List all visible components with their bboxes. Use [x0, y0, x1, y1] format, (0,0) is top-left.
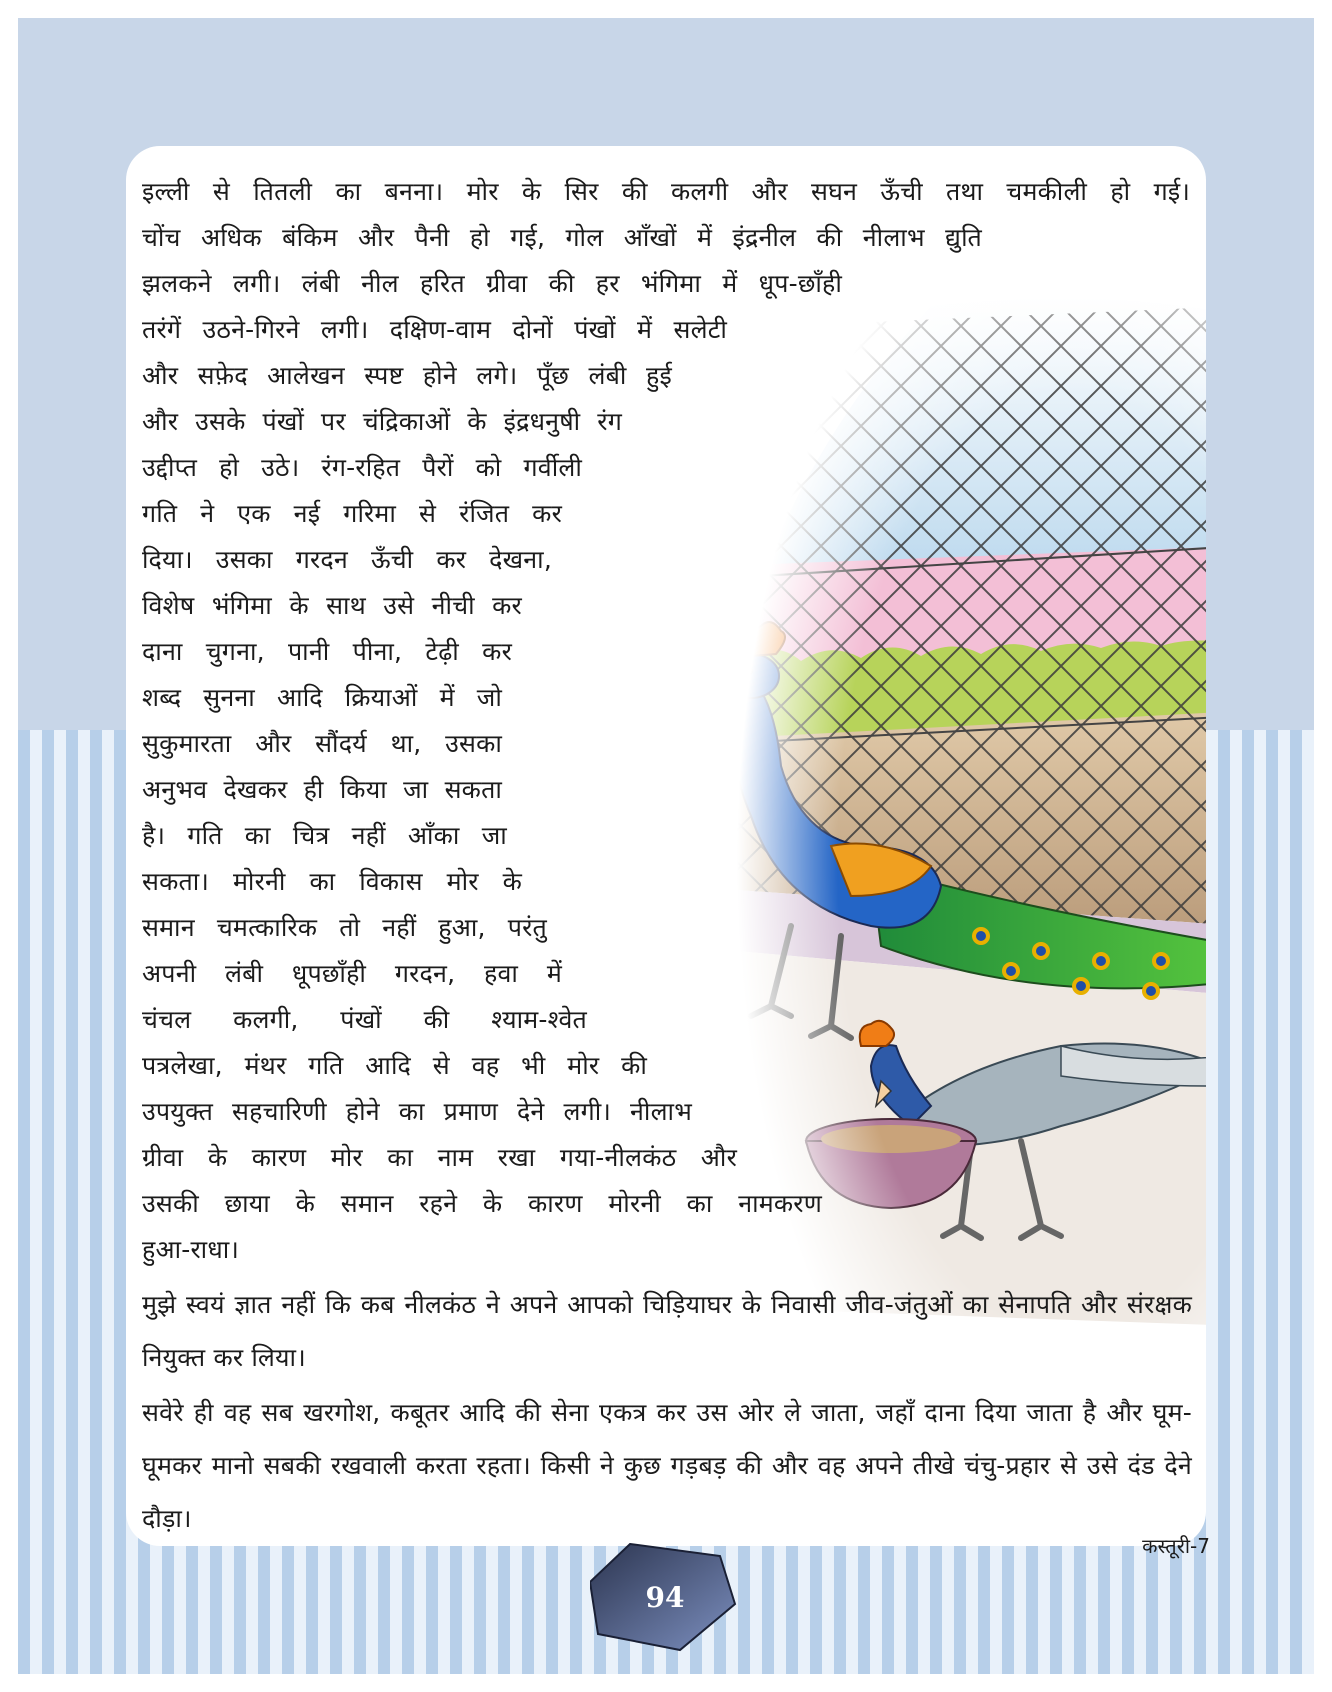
text-line: तरंगें उठने-गिरने लगी। दक्षिण-वाम दोनों पंखों में सलेटी: [142, 315, 727, 344]
text-line: पत्रलेखा, मंथर गति आदि से वह भी मोर की: [142, 1051, 647, 1080]
page-number: 94: [645, 1580, 685, 1614]
text-line: गति ने एक नई गरिमा से रंजित कर: [142, 499, 562, 528]
text-line: दिया। उसका गरदन ऊँची कर देखना,: [142, 545, 552, 574]
book-label: कस्तूरी-7: [1142, 1534, 1210, 1558]
text-line: सुकुमारता और सौंदर्य था, उसका: [142, 729, 502, 758]
text-line: इल्ली से तितली का बनना। मोर के सिर की कलगी और सघन ऊँची तथा चमकीली हो गई।: [142, 177, 1190, 206]
text-line: विशेष भंगिमा के साथ उसे नीची कर: [142, 591, 522, 620]
paragraph: सवेरे ही वह सब खरगोश, कबूतर आदि की सेना एकत्र कर उस ओर ले जाता, जहाँ दाना दिया जाता है और घूम-घूमकर मानो सबकी रखवाली करता रहता। किसी ने कुछ गड़बड़ की और वह अपने तीखे चंचु-प्रहार से उसे दंड देने दौड़ा।: [142, 1398, 1192, 1533]
text-line: चंचल कलगी, पंखों की श्याम-श्वेत: [142, 1005, 587, 1034]
text-line: और सफ़ेद आलेखन स्पष्ट होने लगे। पूँछ लंबी हुई: [142, 361, 672, 390]
text-line: चोंच अधिक बंकिम और पैनी हो गई, गोल आँखों में इंद्रनील की नीलाभ द्युति: [142, 223, 982, 252]
text-line: उद्दीप्त हो उठे। रंग-रहित पैरों को गर्वीली: [142, 453, 582, 482]
text-line: उसकी छाया के समान रहने के कारण मोरनी का नामकरण: [142, 1189, 822, 1218]
text-line: अपनी लंबी धूपछाँही गरदन, हवा में: [142, 959, 562, 988]
text-line: ग्रीवा के कारण मोर का नाम रखा गया-नीलकंठ और: [142, 1143, 737, 1172]
text-line: शब्द सुनना आदि क्रियाओं में जो: [142, 683, 502, 712]
text-line: और उसके पंखों पर चंद्रिकाओं के इंद्रधनुषी रंग: [142, 407, 622, 436]
text-line: अनुभव देखकर ही किया जा सकता: [142, 775, 502, 804]
text-line: है। गति का चित्र नहीं आँका जा: [142, 821, 507, 850]
text-line: सकता। मोरनी का विकास मोर के: [142, 867, 522, 896]
text-line: हुआ-राधा।: [142, 1235, 240, 1264]
content-card: [126, 146, 1206, 1546]
text-line: दाना चुगना, पानी पीना, टेढ़ी कर: [142, 637, 512, 666]
page-number-badge: [590, 1542, 750, 1662]
text-line: समान चमत्कारिक तो नहीं हुआ, परंतु: [142, 913, 547, 942]
text-line: झलकने लगी। लंबी नील हरित ग्रीवा की हर भंगिमा में धूप-छाँही: [142, 269, 842, 298]
paragraph: मुझे स्वयं ज्ञात नहीं कि कब नीलकंठ ने अपने आपको चिड़ियाघर के निवासी जीव-जंतुओं का सेनापति और संरक्षक नियुक्त कर लिया।: [142, 1290, 1192, 1372]
text-line: उपयुक्त सहचारिणी होने का प्रमाण देने लगी। नीलाभ: [142, 1097, 692, 1126]
